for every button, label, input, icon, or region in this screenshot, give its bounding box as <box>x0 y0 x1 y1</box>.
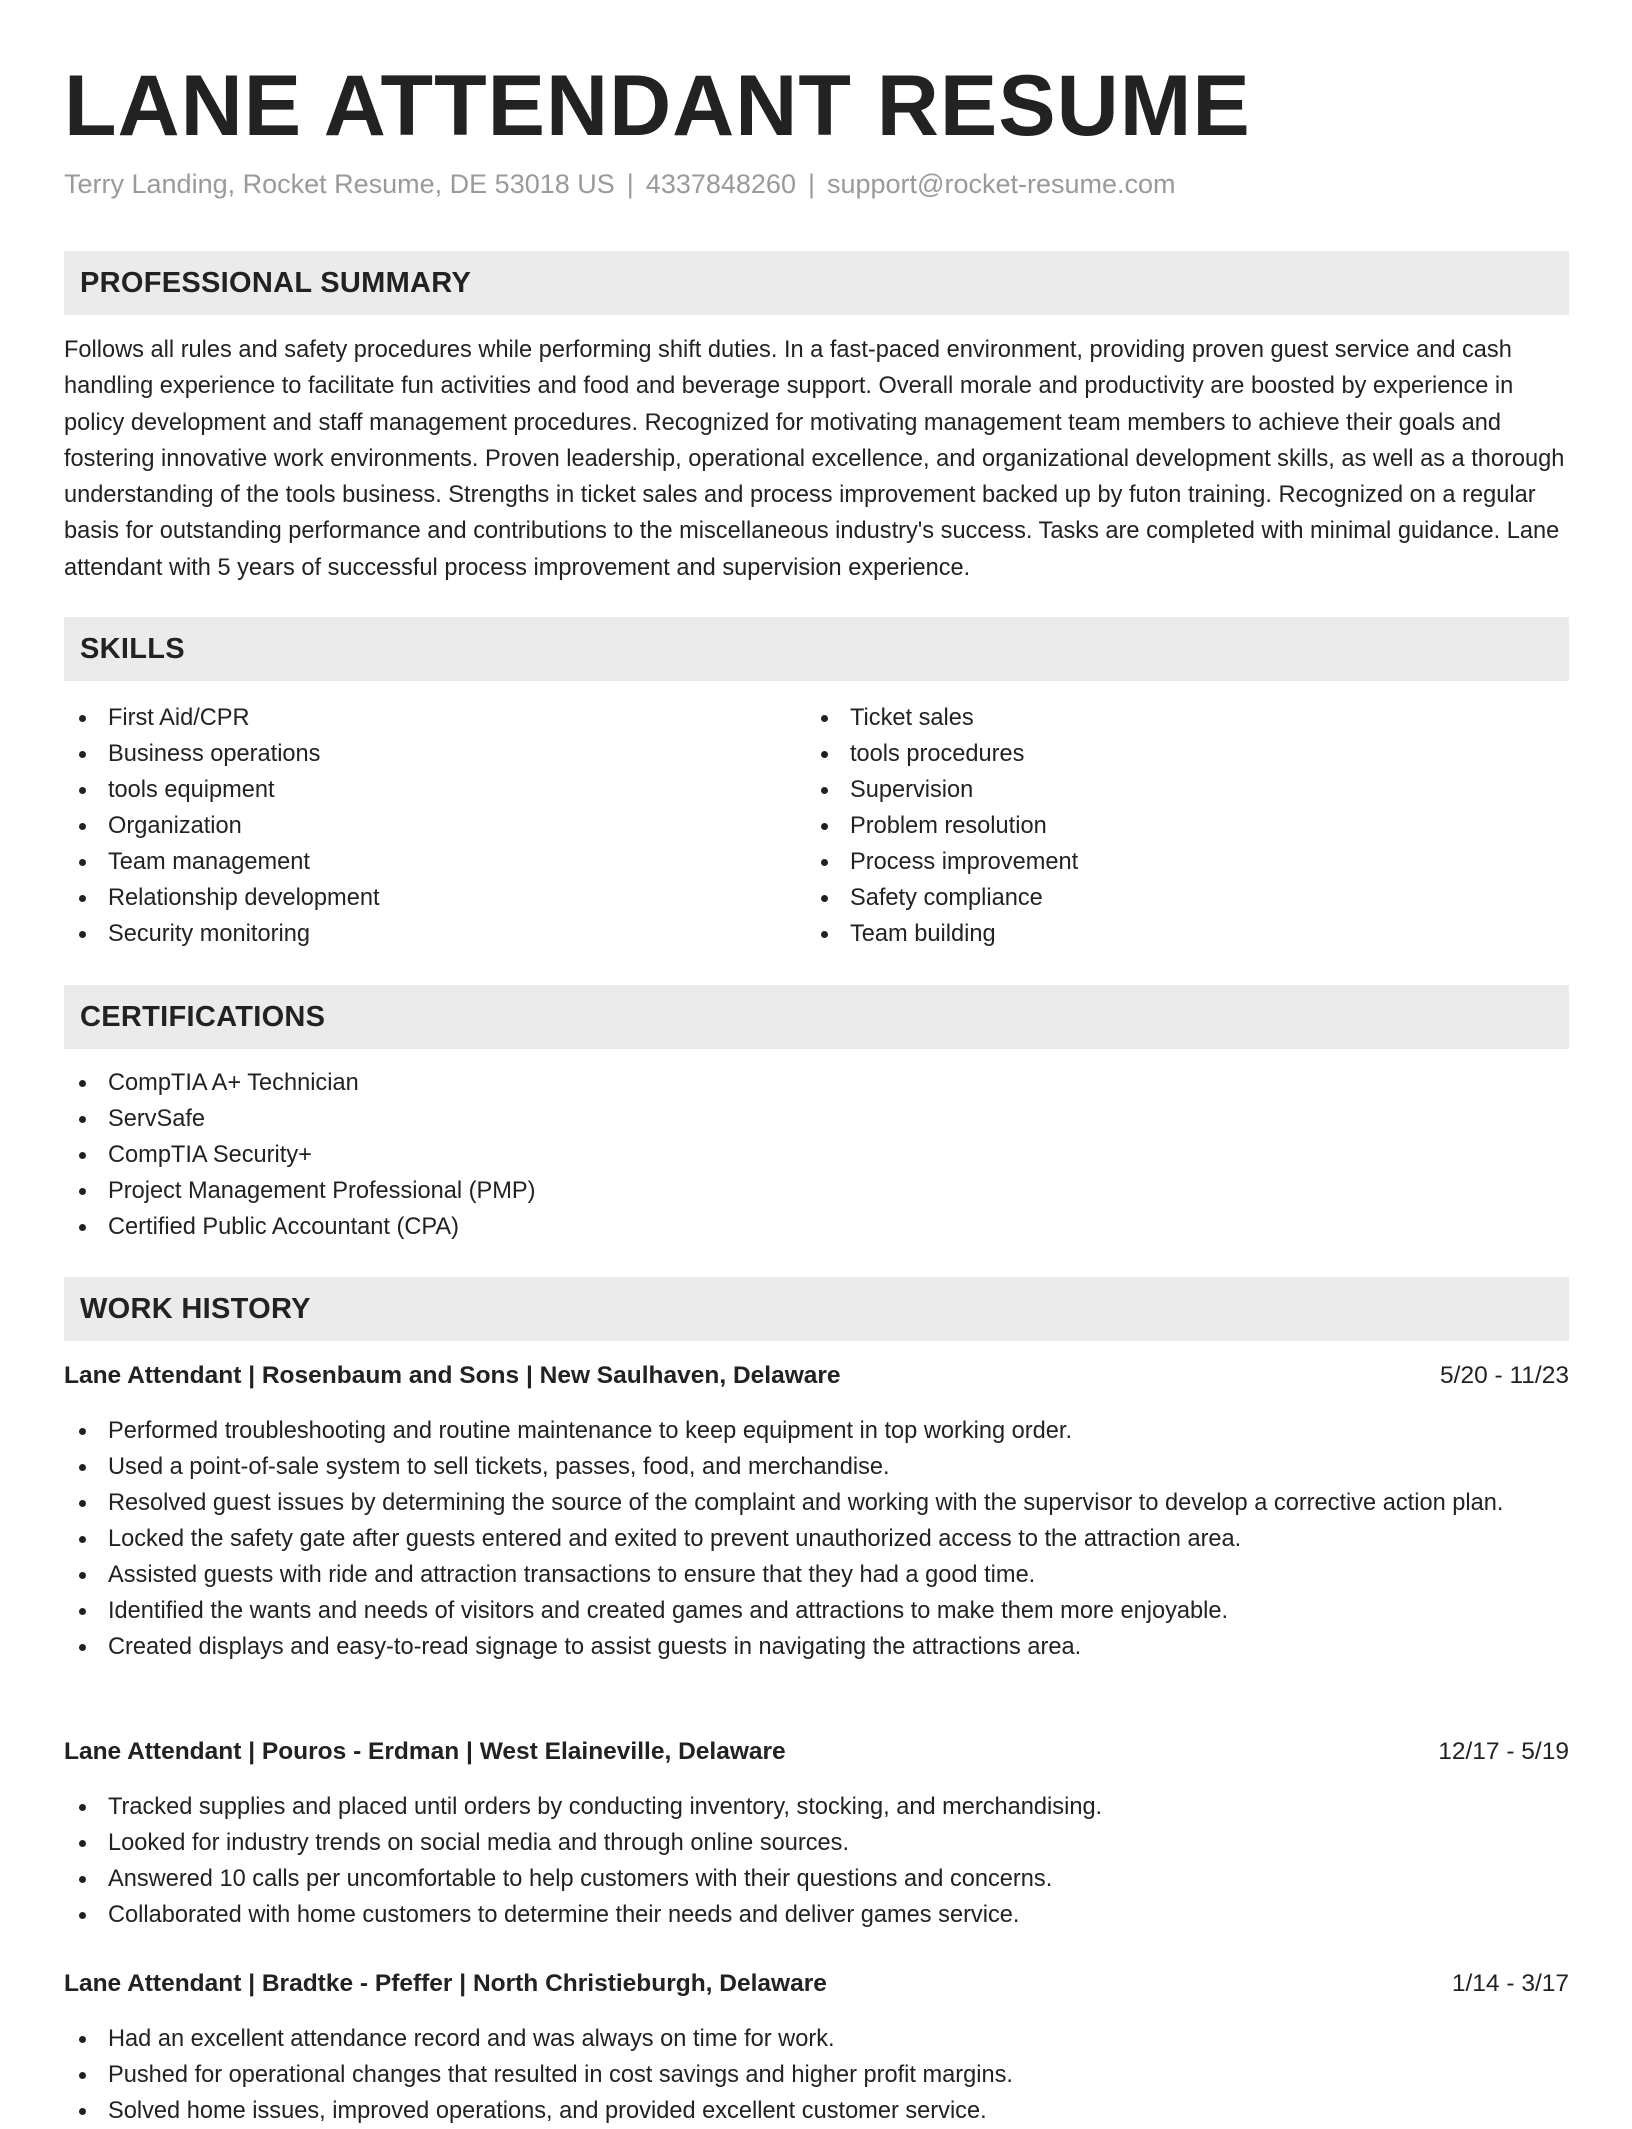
job-dates: 12/17 - 5/19 <box>1438 1738 1569 1765</box>
job-bullets <box>64 1789 1569 1933</box>
contact-separator: | <box>807 169 815 199</box>
list-item: tools procedures <box>806 736 1506 772</box>
list-item: Created displays and easy-to-read signage to assist guests in navigating the attractions area. <box>64 1629 1569 1665</box>
list-item: ServSafe <box>64 1101 1569 1137</box>
skills-list-left <box>64 700 764 952</box>
summary-text: Follows all rules and safety procedures while performing shift duties. In a fast-paced environment, providing proven guest service and cash handling experience to facilitate fun activities and food and beverage support. Overall morale and productivity are boosted by experience in policy development and staff management procedures. Recognized for motivating management team members to achieve their goals and fostering innovative work environments. Proven leadership, operational excellence, and organizational development skills, as well as a thorough understanding of the tools business. Strengths in ticket sales and process improvement backed up by futon training. Recognized on a regular basis for outstanding performance and contributions to the miscellaneous industry's success. Tasks are completed with minimal guidance. Lane attendant with 5 years of successful process improvement and supervision experience. <box>64 337 1565 581</box>
list-item: Team building <box>806 916 1506 952</box>
list-item: Used a point-of-sale system to sell tickets, passes, food, and merchandise. <box>64 1449 1569 1485</box>
list-item: Safety compliance <box>806 880 1506 916</box>
list-item: Had an excellent attendance record and was always on time for work. <box>64 2021 1569 2057</box>
list-item: First Aid/CPR <box>64 700 764 736</box>
job-dates: 1/14 - 3/17 <box>1451 1970 1569 1997</box>
list-item: CompTIA A+ Technician <box>64 1065 1569 1101</box>
list-item: Process improvement <box>806 844 1506 880</box>
contact-separator: | <box>626 169 634 199</box>
list-item: Assisted guests with ride and attraction transactions to ensure that they had a good time. <box>64 1557 1569 1593</box>
list-item: Organization <box>64 808 764 844</box>
section-heading: SKILLS <box>80 633 185 665</box>
list-item: Security monitoring <box>64 916 764 952</box>
list-item: Performed troubleshooting and routine maintenance to keep equipment in top working order. <box>64 1413 1569 1449</box>
list-item: tools equipment <box>64 772 764 808</box>
section-header-work-history <box>64 1277 1569 1341</box>
list-item: Locked the safety gate after guests entered and exited to prevent unauthorized access to the attraction area. <box>64 1521 1569 1557</box>
section-header-skills <box>64 617 1569 681</box>
list-item: Resolved guest issues by determining the source of the complaint and working with the supervisor to develop a corrective action plan. <box>64 1485 1569 1521</box>
list-item: Answered 10 calls per uncomfortable to help customers with their questions and concerns. <box>64 1861 1569 1897</box>
resume-title: LANE ATTENDANT RESUME <box>64 58 1251 154</box>
list-item: Looked for industry trends on social media and through online sources. <box>64 1825 1569 1861</box>
section-heading: WORK HISTORY <box>80 1293 311 1325</box>
section-header-certifications <box>64 985 1569 1049</box>
job-header <box>64 1358 1569 1394</box>
job-title: Lane Attendant | Bradtke - Pfeffer | North Christieburgh, Delaware <box>64 1970 827 1997</box>
job-bullets <box>64 2021 1569 2129</box>
list-item: Ticket sales <box>806 700 1506 736</box>
list-item: Tracked supplies and placed until orders by conducting inventory, stocking, and merchandising. <box>64 1789 1569 1825</box>
list-item: Problem resolution <box>806 808 1506 844</box>
section-heading: CERTIFICATIONS <box>80 1001 326 1033</box>
list-item: Collaborated with home customers to determine their needs and deliver games service. <box>64 1897 1569 1933</box>
contact-address: Terry Landing, Rocket Resume, DE 53018 US <box>64 169 615 199</box>
list-item: CompTIA Security+ <box>64 1137 1569 1173</box>
job-header <box>64 1966 1569 2002</box>
job-dates: 5/20 - 11/23 <box>1440 1362 1569 1389</box>
list-item: Supervision <box>806 772 1506 808</box>
list-item: Business operations <box>64 736 764 772</box>
list-item: Team management <box>64 844 764 880</box>
section-heading: PROFESSIONAL SUMMARY <box>80 267 472 299</box>
list-item: Solved home issues, improved operations, and provided excellent customer service. <box>64 2093 1569 2129</box>
contact-email: support@rocket-resume.com <box>826 169 1176 199</box>
job-bullets <box>64 1413 1569 1665</box>
list-item: Certified Public Accountant (CPA) <box>64 1209 1569 1245</box>
list-item: Relationship development <box>64 880 764 916</box>
job-title: Lane Attendant | Pouros - Erdman | West Elaineville, Delaware <box>64 1738 786 1765</box>
list-item: Project Management Professional (PMP) <box>64 1173 1569 1209</box>
list-item: Identified the wants and needs of visitors and created games and attractions to make them more enjoyable. <box>64 1593 1569 1629</box>
job-title: Lane Attendant | Rosenbaum and Sons | New Saulhaven, Delaware <box>64 1362 841 1389</box>
contact-line <box>64 166 1176 202</box>
job-header <box>64 1734 1569 1770</box>
contact-phone: 4337848260 <box>645 169 796 199</box>
list-item: Pushed for operational changes that resulted in cost savings and higher profit margins. <box>64 2057 1569 2093</box>
certifications-list <box>64 1065 1569 1245</box>
skills-list-right <box>806 700 1506 952</box>
section-header-summary <box>64 251 1569 315</box>
